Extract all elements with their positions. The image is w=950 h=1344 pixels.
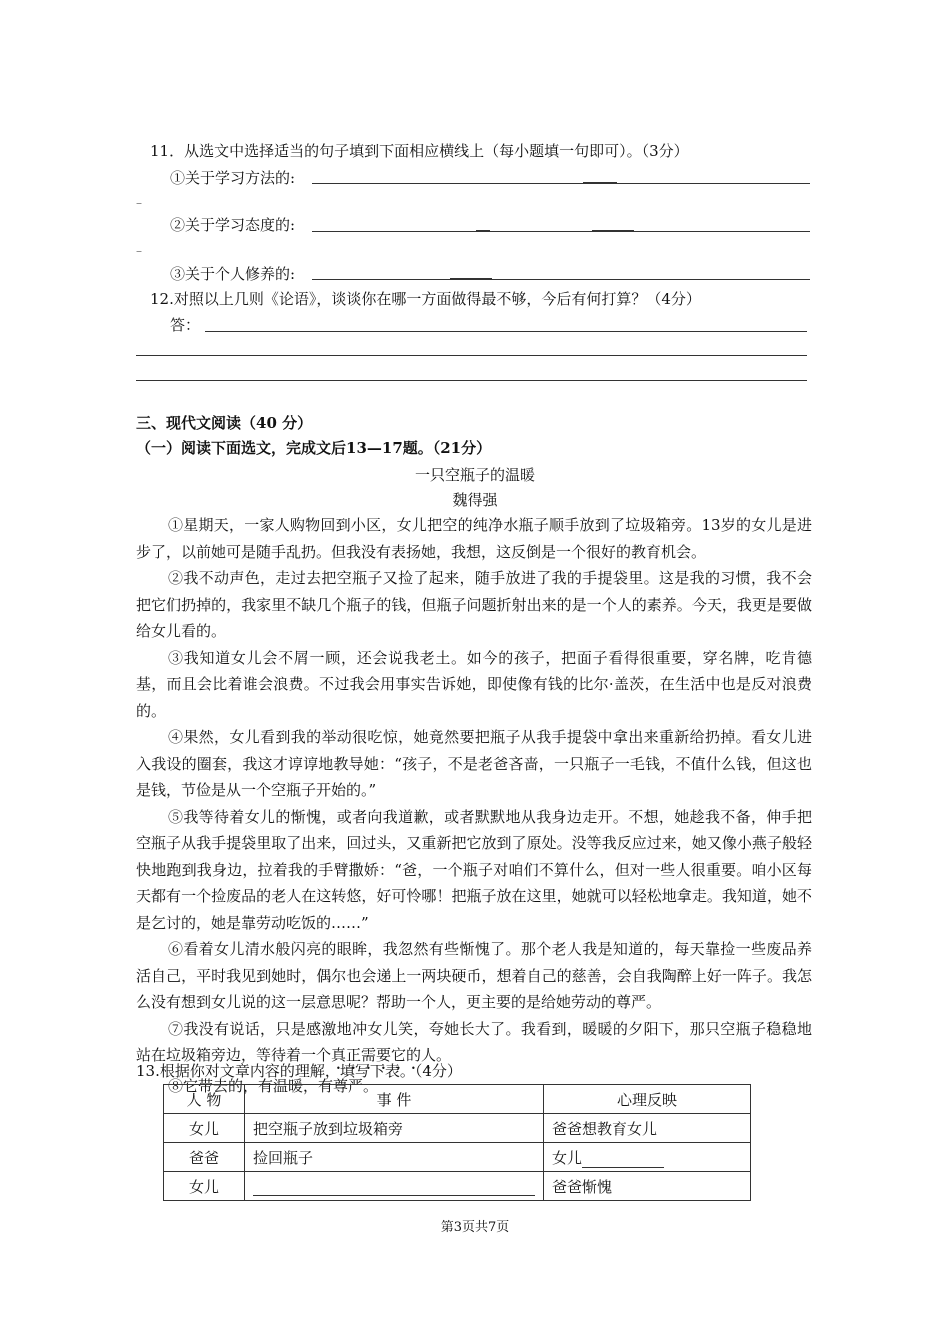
article-paragraph-7-text: ⑦我没有说话，只是感激地冲女儿笑，夸她长大了。我看到，暖暖的夕阳下，那只空瓶子稳稳地站在垃圾箱旁边，等待着一个 — [136, 1019, 812, 1064]
article-paragraph-7-emphasis: 真正需要它的人 — [331, 1046, 437, 1064]
q11-item3-label: ③关于个人修养的: — [170, 265, 296, 283]
q11-item3-line-mark — [450, 278, 492, 280]
table-header-person: 人 物 — [164, 1085, 245, 1114]
table-cell-reaction-text: 女儿 — [552, 1148, 583, 1167]
article-paragraph-3: ③我知道女儿会不屑一顾，还会说我老土。如今的孩子，把面子看得很重要，穿名牌，吃肯德基，而且会比着谁会浪费。不过我会用事实告诉她，即使像有钱的比尔·盖茨，在生活中也是反对浪费的。 — [136, 648, 812, 720]
reaction-answer-line[interactable] — [582, 1149, 664, 1168]
section3-sub-heading: （一）阅读下面选文，完成文后13—17题。（21分） — [136, 439, 492, 457]
table-cell-person: 女儿 — [164, 1172, 245, 1201]
event-answer-line[interactable] — [253, 1177, 535, 1196]
table-header-reaction: 心理反映 — [544, 1085, 751, 1114]
page-footer: 第3页共7页 — [440, 1220, 510, 1235]
q11-stem: 11．从选文中选择适当的句子填到下面相应横线上（每小题填一句即可）。（3分） — [150, 142, 689, 160]
article-paragraph-7-end: 。 — [436, 1046, 452, 1064]
table-cell-event — [245, 1172, 544, 1201]
q12-answer-line-1[interactable] — [205, 331, 807, 332]
article-paragraph-6: ⑥看着女儿清水般闪亮的眼眸，我忽然有些惭愧了。那个老人我是知道的，每天靠捡一些废品养活自己，平时我见到她时，偶尔也会递上一两块硬币，想着自己的慈善，会自我陶醉上好一阵子。我怎么没有想到女儿说的这一层意思呢？帮助一个人，更主要的是给她劳动的尊严。 — [136, 940, 812, 1011]
table-row — [164, 1143, 751, 1172]
q13-stem: 13.根据你对文章内容的理解，填写下表。（4分） — [136, 1062, 462, 1080]
table-cell-person: 爸爸 — [164, 1143, 245, 1172]
table-cell-event: 捡回瓶子 — [245, 1143, 544, 1172]
q11-item1-label: ①关于学习方法的: — [170, 169, 296, 187]
q11-item1-line-mark — [583, 182, 617, 184]
q11-item2-answer-line[interactable] — [312, 231, 810, 232]
article-paragraph-2: ②我不动声色，走过去把空瓶子又捡了起来，随手放进了我的手提袋里。这是我的习惯，我不会把它们扔掉的，我家里不缺几个瓶子的钱，但瓶子问题折射出来的是一个人的素养。今天，我更是要做给女儿看的。 — [136, 569, 812, 640]
table-row — [164, 1172, 751, 1201]
q12-answer-label: 答： — [170, 316, 201, 334]
q12-stem: 12.对照以上几则《论语》，谈谈你在哪一方面做得最不够，今后有何打算？（4分） — [150, 290, 701, 308]
table-cell-reaction: 爸爸惭愧 — [544, 1172, 751, 1201]
article-paragraph-5: ⑤我等待着女儿的惭愧，或者向我道歉，或者默默地从我身边走开。不想，她趁我不备，伸手把空瓶子从我手提袋里取了出来，回过头，又重新把它放到了原处。没等我反应过来，她又像小燕子般轻快地跑到我身边，拉着我的手臂撒娇：“爸，一个瓶子对咱们不算什么，但对一些人很重要。咱小区每天都有一个捡废品的老人在这转悠，好可怜哪！把瓶子放在这里，她就可以轻松地拿走。我知道，她不是乞讨的，她是靠劳动吃饭的……” — [136, 807, 812, 932]
q11-item1-answer-line[interactable] — [312, 183, 810, 184]
article-paragraph-8: ⑧它带去的，有温暖，有尊严。 — [168, 1077, 379, 1095]
q11-item2-label: ②关于学习态度的: — [170, 216, 296, 234]
q12-answer-line-2[interactable] — [136, 355, 807, 356]
article-title: 一只空瓶子的温暖 — [414, 466, 535, 484]
q11-item3-answer-line[interactable] — [312, 279, 810, 280]
table-header-row — [164, 1085, 751, 1114]
section3-heading: 三、现代文阅读（40 分） — [136, 414, 313, 432]
q11-item2-line-mark-b — [592, 230, 634, 232]
table-cell-reaction: 爸爸想教育女儿 — [544, 1114, 751, 1143]
q11-dash-1: – — [136, 196, 142, 210]
table-row — [164, 1114, 751, 1143]
q11-item2-line-mark-a — [476, 230, 490, 232]
article-paragraph-1: ①星期天，一家人购物回到小区，女儿把空的纯净水瓶子顺手放到了垃圾箱旁。13岁的女儿是进步了，以前她可是随手乱扔。但我没有表扬她，我想，这反倒是一个很好的教育机会。 — [136, 516, 812, 561]
article-author: 魏得强 — [452, 491, 498, 509]
q13-table — [163, 1084, 751, 1201]
table-cell-reaction — [544, 1143, 751, 1172]
article-paragraph-4: ④果然，女儿看到我的举动很吃惊，她竟然要把瓶子从我手提袋中拿出来重新给扔掉。看女儿进入我设的圈套，我这才谆谆地教导她：“孩子，不是老爸吝啬，一只瓶子一毛钱，不值什么钱，但这也是钱，节俭是从一个空瓶子开始的。” — [136, 728, 812, 799]
q12-answer-line-3[interactable] — [136, 380, 807, 381]
table-cell-person: 女儿 — [164, 1114, 245, 1143]
article-body — [136, 512, 812, 1100]
table-cell-event: 把空瓶子放到垃圾箱旁 — [245, 1114, 544, 1143]
q11-dash-2: – — [136, 244, 142, 258]
table-header-event: 事 件 — [245, 1085, 544, 1114]
